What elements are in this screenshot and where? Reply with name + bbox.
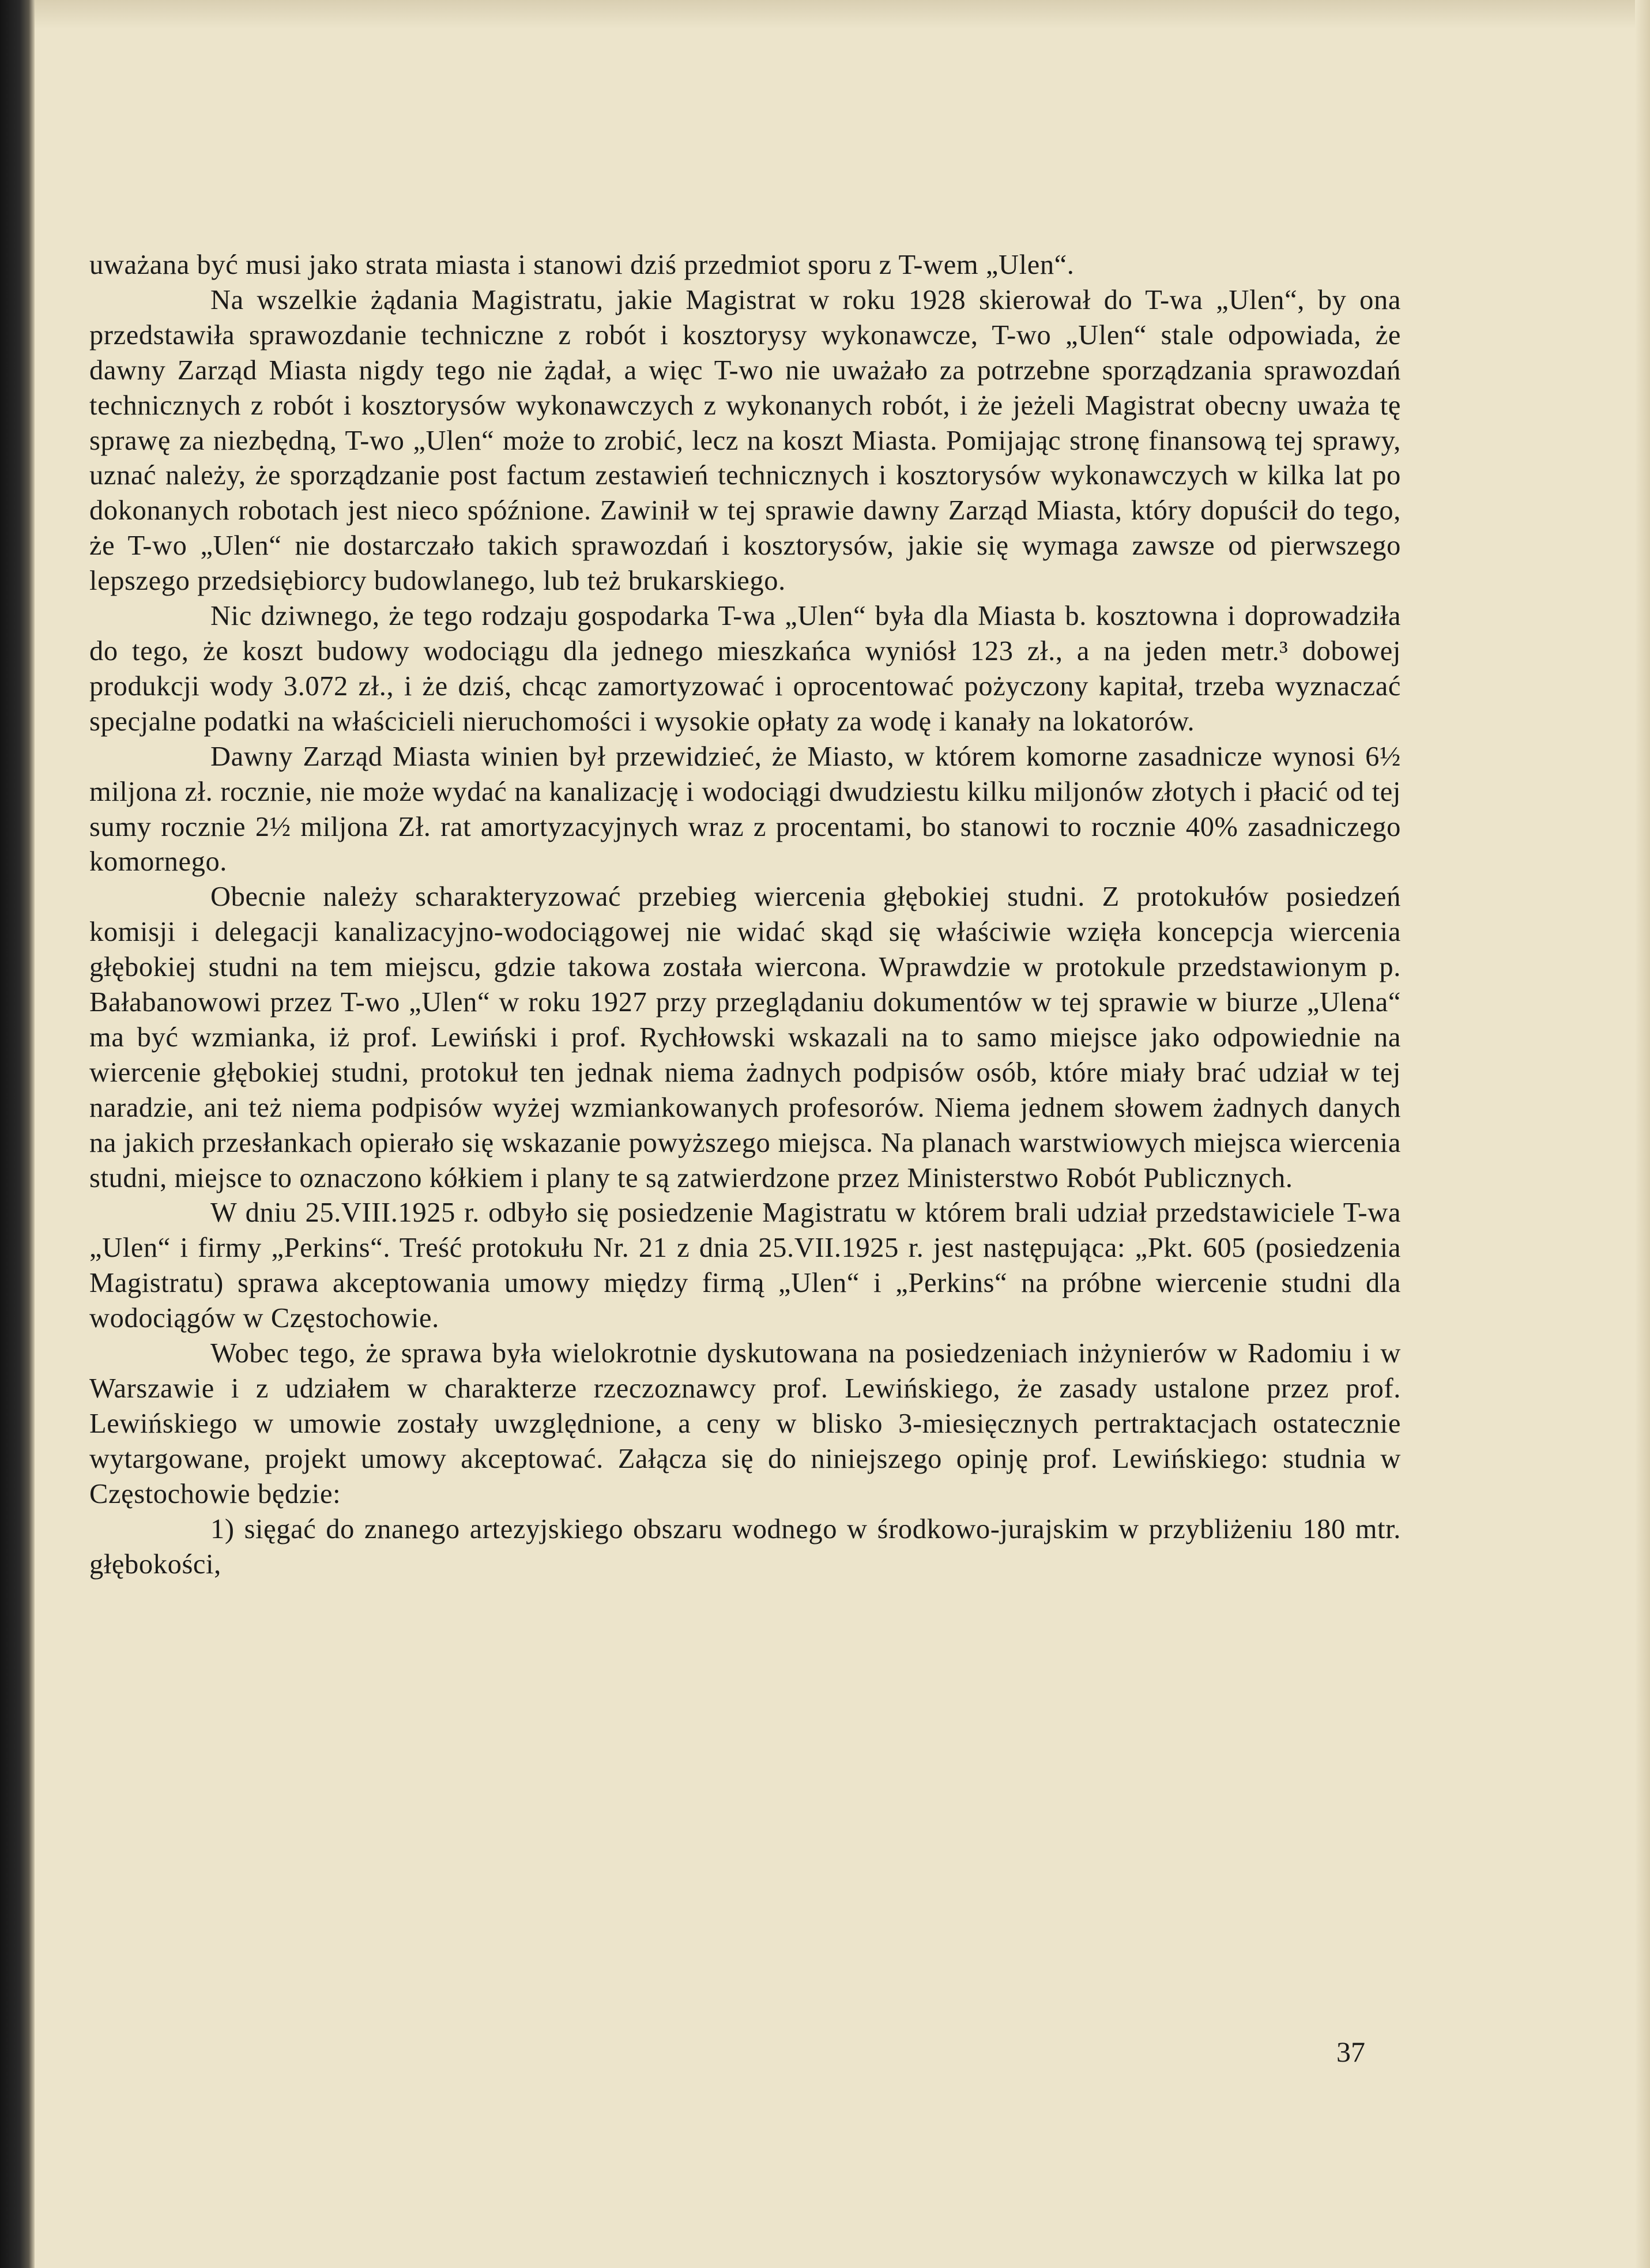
page-top-edge — [35, 0, 1650, 29]
paragraph: Wobec tego, że sprawa była wielokrotnie dyskutowana na posiedzeniach inżynierów w Radomiu i w Warszawie i z udziałem w charakterze rzeczoznawcy prof. Lewińskiego, że zasady ustalone przez prof. Lewińskiego w umowie zostały uwzględnione, a ceny w blisko 3-miesięcznych pertraktacjach ostatecznie wytargowane, projekt umowy akceptować. Załącza się do niniejszego opinję prof. Lewińskiego: studnia w Częstochowie będzie: — [89, 1338, 1401, 1509]
paragraph-continuation: uważana być musi jako strata miasta i stanowi dziś przedmiot sporu z T-wem „Ulen“. — [89, 250, 1075, 280]
book-binding — [0, 0, 35, 2268]
paragraph: 1) sięgać do znanego artezyjskiego obszaru wodnego w środkowo-jurajskim w przybliżeniu 180 mtr. głębokości, — [89, 1513, 1401, 1580]
paragraph: W dniu 25.VIII.1925 r. odbyło się posiedzenie Magistratu w którem brali udział przedstawiciele T-wa „Ulen“ i firmy „Perkins“. Treść protokułu Nr. 21 z dnia 25.VII.1925 r. jest następująca: „Pkt. 605 (posiedzenia Magistratu) sprawa akceptowania umowy między firmą „Ulen“ i „Perkins“ na próbne wiercenie studni dla wodociągów w Częstochowie. — [89, 1197, 1401, 1334]
paragraph: Dawny Zarząd Miasta winien był przewidzieć, że Miasto, w którem komorne zasadnicze wynosi 6½ miljona zł. rocznie, nie może wydać na kanalizację i wodociągi dwudziestu kilku miljonów złotych i płacić od tej sumy rocznie 2½ miljona Zł. rat amortyzacyjnych wraz z procentami, bo stanowi to rocznie 40% zasadniczego komornego. — [89, 741, 1401, 877]
page-right-edge — [1635, 0, 1650, 2268]
paragraph: Nic dziwnego, że tego rodzaju gospodarka T-wa „Ulen“ była dla Miasta b. kosztowna i doprowadziła do tego, że koszt budowy wodociągu dla jednego mieszkańca wyniósł 123 zł., a na jeden metr.³ dobowej produkcji wody 3.072 zł., i że dziś, chcąc zamortyzować i oprocentować pożyczony kapitał, trzeba wyznaczać specjalne podatki na właścicieli nieruchomości i wysokie opłaty za wodę i kanały na lokatorów. — [89, 601, 1401, 737]
paragraph: Na wszelkie żądania Magistratu, jakie Magistrat w roku 1928 skierował do T-wa „Ulen“, by ona przedstawiła sprawozdanie techniczne z robót i kosztorysy wykonawcze, T-wo „Ulen“ stale odpowiada, że dawny Zarząd Miasta nigdy tego nie żądał, a więc T-wo nie uważało za potrzebne sporządzania sprawozdań technicznych z robót i kosztorysów wykonawczych z wykonanych robót, i że jeżeli Magistrat obecny uważa tę sprawę za niezbędną, T-wo „Ulen“ może to zrobić, lecz na koszt Miasta. Pomijając stronę finansową tej sprawy, uznać należy, że sporządzanie post factum zestawień technicznych i kosztorysów wykonawczych w kilka lat po dokonanych robotach jest nieco spóźnione. Zawinił w tej sprawie dawny Zarząd Miasta, który dopuścił do tego, że T-wo „Ulen“ nie dostarczało takich sprawozdań i kosztorysów, jakie się wymaga zawsze od pierwszego lepszego przedsiębiorcy budowlanego, lub też brukarskiego. — [89, 284, 1401, 597]
body-text — [89, 248, 1401, 1582]
page-number: 37 — [1336, 2036, 1365, 2068]
paragraph: Obecnie należy scharakteryzować przebieg wiercenia głębokiej studni. Z protokułów posiedzeń komisji i delegacji kanalizacyjno-wodociągowej nie widać skąd się właściwie wzięła koncepcja wiercenia głębokiej studni na tem miejscu, gdzie takowa została wiercona. Wprawdzie w protokule przedstawionym p. Bałabanowowi przez T-wo „Ulen“ w roku 1927 przy przeglądaniu dokumentów w tej sprawie w biurze „Ulena“ ma być wzmianka, iż prof. Lewiński i prof. Rychłowski wskazali na to samo miejsce jako odpowiednie na wiercenie głębokiej studni, protokuł ten jednak niema żadnych podpisów osób, które miały brać udział w tej naradzie, ani też niema podpisów wyżej wzmiankowanych profesorów. Niema jednem słowem żadnych danych na jakich przesłankach opierało się wskazanie powyższego miejsca. Na planach warstwiowych miejsca wiercenia studni, miejsce to oznaczono kółkiem i plany te są zatwierdzone przez Ministerstwo Robót Publicznych. — [89, 881, 1401, 1193]
